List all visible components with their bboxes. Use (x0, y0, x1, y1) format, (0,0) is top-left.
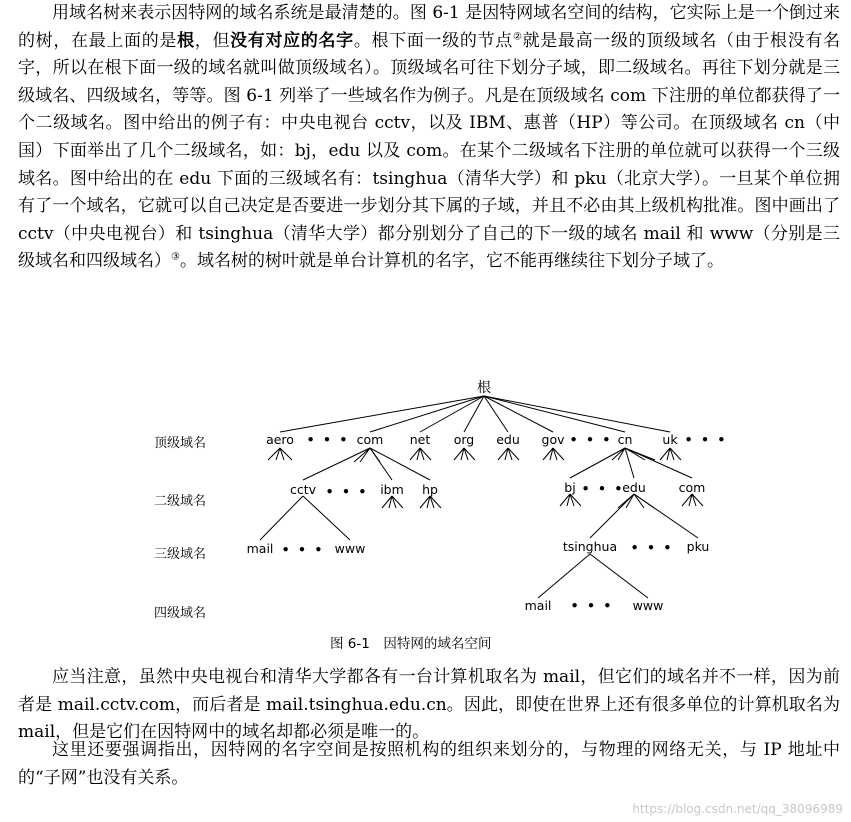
ellipsis-second-1: • • • (325, 484, 369, 499)
edge-root-cn (484, 396, 625, 432)
fan-org (454, 448, 475, 460)
paragraph-mail-note: 应当注意，虽然中央电视台和清华大学都各有一台计算机取名为 mail，但它们的域名并不一样，因为前者是 mail.cctv.com，而后者是 mail.tsinghua.edu.cn。因此，即使在世界上还有很多单位的计算机取名为 mail，但是它们在因特网中的域名却都必须是唯一的。 (18, 667, 840, 743)
node-cn: cn (617, 432, 633, 447)
edge-cn-bj (570, 448, 625, 478)
figure-caption: 图 6-1 因特网的域名空间 (330, 636, 492, 652)
node-net: net (409, 432, 431, 447)
fan-edu2 (618, 494, 654, 508)
edge-cctv-www (303, 496, 350, 540)
node-pku: pku (686, 539, 710, 554)
edge-root-gov (484, 396, 553, 432)
node-org: org (453, 432, 475, 447)
fan-hp (420, 496, 441, 508)
node-mail-cctv: mail (246, 541, 274, 556)
node-root: 根 (477, 380, 491, 396)
node-edu-top: edu (496, 432, 520, 447)
para1-text-e: 。域名树的树叶就是单台计算机的名字，它不能再继续往下划分子域了。 (179, 251, 724, 272)
node-www-tsinghua: www (632, 598, 664, 613)
fan-gov (543, 448, 564, 460)
ellipsis-fourth: • • • (570, 598, 614, 613)
footnote-marker-2: ② (512, 30, 523, 42)
node-hp: hp (422, 482, 438, 497)
node-cctv: cctv (289, 482, 317, 497)
node-ibm: ibm (380, 482, 404, 497)
keyword-no-name: 没有对应的名字 (230, 30, 354, 51)
node-aero: aero (266, 432, 294, 447)
node-com: com (356, 432, 384, 447)
ellipsis-top-1: • • • (306, 432, 350, 447)
footnote-marker-3: ③ (171, 251, 180, 263)
fan-aero (268, 448, 292, 460)
fan-ibm (382, 496, 403, 508)
para1-text-d: 就是最高一级的顶级域名（由于根没有名字，所以在根下面一级的域名就叫做顶级域名）。顶级域名可往下划分子域，即二级域名。再往下划分就是三级域名、四级域名，等等。图 6-1 列举了一些域名作为例子。凡是在顶级域名 com 下注册的单位都获得了一个二级域名。图中给出的例子有：中央电视台 cctv，以及 IBM、惠普（HP）等公司。在顶级域名 cn（中国）下面举出了几个二级域名，如：bj，edu 以及 com。在某个二级域名下注册的单位就可以获得一个三级域名。图中给出的在 edu 下面的三级域名有：tsinghua（清华大学）和 pku（北京大学）。一旦某个单位拥有了一个域名，它就可以自己决定是否要进一步划分其下属的子域，并且不必由其上级机构批准。图中画出了 cctv（中央电视台）和 tsinghua（清华大学）都分别划分了自己的下一级的域名 mail 和 www（分别是三级域名和四级域名） (18, 30, 841, 272)
keyword-root: 根 (177, 30, 195, 51)
ellipsis-second-2: • • • (581, 481, 625, 496)
para1-text-b: ，但 (194, 30, 231, 51)
paragraph-namespace-note: 这里还要强调指出，因特网的名字空间是按照机构的组织来划分的，与物理的网络无关，与 IP 地址中的“子网”也没有关系。 (18, 740, 840, 788)
edge-root-aero (280, 396, 484, 432)
fan-com (354, 448, 380, 462)
tree-lines (0, 360, 851, 660)
fan-edu-top (498, 448, 519, 460)
para1-text-a: 用域名树来表示因特网的域名系统是最清楚的。图 6-1 是因特网域名空间的结构，它实际上是一个倒过来的树，在最上面的是 (18, 3, 840, 51)
node-gov: gov (541, 432, 565, 447)
node-mail-tsinghua: mail (524, 598, 552, 613)
paragraph-domain-tree (18, 0, 840, 276)
edge-root-uk (484, 396, 670, 432)
ellipsis-third-2: • • • (630, 540, 674, 555)
edge-edu-tsinghua (590, 494, 634, 538)
node-edu-second: edu (622, 480, 646, 495)
fan-net (410, 448, 431, 460)
node-bj: bj (564, 480, 576, 495)
fan-uk (660, 448, 681, 460)
para1-text-c: 。根下面一级的节点 (353, 30, 513, 51)
edge-cctv-mail (260, 496, 303, 540)
edge-com-hp (370, 448, 430, 480)
ellipsis-top-3: • • • (684, 432, 728, 447)
node-com-second: com (678, 480, 706, 495)
edge-tsinghua-mail (538, 554, 590, 598)
watermark: https://blog.csdn.net/qq_38096989 (632, 802, 843, 816)
fan-com2 (682, 494, 703, 506)
edge-com-cctv (303, 448, 370, 480)
figure-domain-space (0, 360, 851, 660)
level-label-fourth: 四级域名 (154, 606, 207, 621)
ellipsis-top-2: • • • (569, 432, 613, 447)
level-label-top: 顶级域名 (154, 436, 207, 451)
node-www-cctv: www (334, 541, 366, 556)
level-label-second: 二级域名 (154, 494, 207, 509)
ellipsis-third-1: • • • (281, 542, 325, 557)
node-tsinghua: tsinghua (562, 539, 618, 554)
level-label-third: 三级域名 (154, 547, 207, 562)
fan-bj (560, 494, 581, 506)
node-uk: uk (662, 432, 678, 447)
edge-tsinghua-www (590, 554, 648, 598)
